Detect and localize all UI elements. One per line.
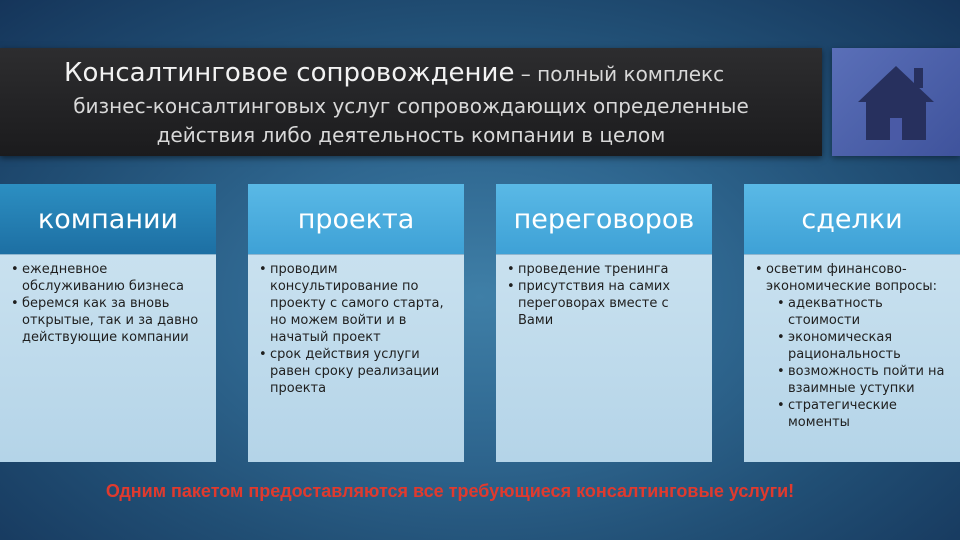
list-item: • срок действия услуги равен сроку реализации проекта (270, 346, 454, 397)
column-body (744, 254, 960, 462)
house-icon (854, 60, 938, 144)
sublist-item: • адекватность стоимости (788, 295, 950, 329)
column-header: сделки (744, 184, 960, 254)
title-line-1 (64, 58, 724, 88)
column-company (0, 184, 216, 462)
column-body (496, 254, 712, 462)
column-project (248, 184, 464, 462)
sublist-item: • экономическая рациональность (788, 329, 950, 363)
column-body (248, 254, 464, 462)
footer-tagline: Одним пакетом предоставляются все требующиеся консалтинговые услуги! (105, 481, 795, 501)
list-item: • осветим финансово-экономические вопросы: (766, 261, 950, 295)
column-header: переговоров (496, 184, 712, 254)
home-button[interactable] (832, 48, 960, 156)
column-negotiations (496, 184, 712, 462)
sublist-item: • стратегические моменты (788, 397, 950, 431)
list-item: • присутствия на самих переговорах вместе с Вами (518, 278, 702, 329)
subtitle-line-2: действия либо деятельность компании в целом (156, 123, 666, 147)
title-rest: – полный комплекс (514, 62, 725, 86)
column-deal (744, 184, 960, 462)
page-title: Консалтинговое сопровождение (64, 58, 515, 88)
title-bar (0, 48, 822, 156)
title-subtitle (0, 92, 822, 150)
sublist-item: • возможность пойти на взаимные уступки (788, 363, 950, 397)
list-item: • проведение тренинга (518, 261, 702, 278)
column-header: компании (0, 184, 216, 254)
subtitle-line-1: бизнес-консалтинговых услуг сопровождающих определенные (73, 94, 749, 118)
sublist-container (766, 295, 950, 431)
column-body (0, 254, 216, 462)
list-item: • проводим консультирование по проекту с самого старта, но можем войти и в начатый проект (270, 261, 454, 346)
column-header: проекта (248, 184, 464, 254)
list-item: • ежедневное обслуживанию бизнеса (22, 261, 206, 295)
list-item: • беремся как за вновь открытые, так и за давно действующие компании (22, 295, 206, 346)
